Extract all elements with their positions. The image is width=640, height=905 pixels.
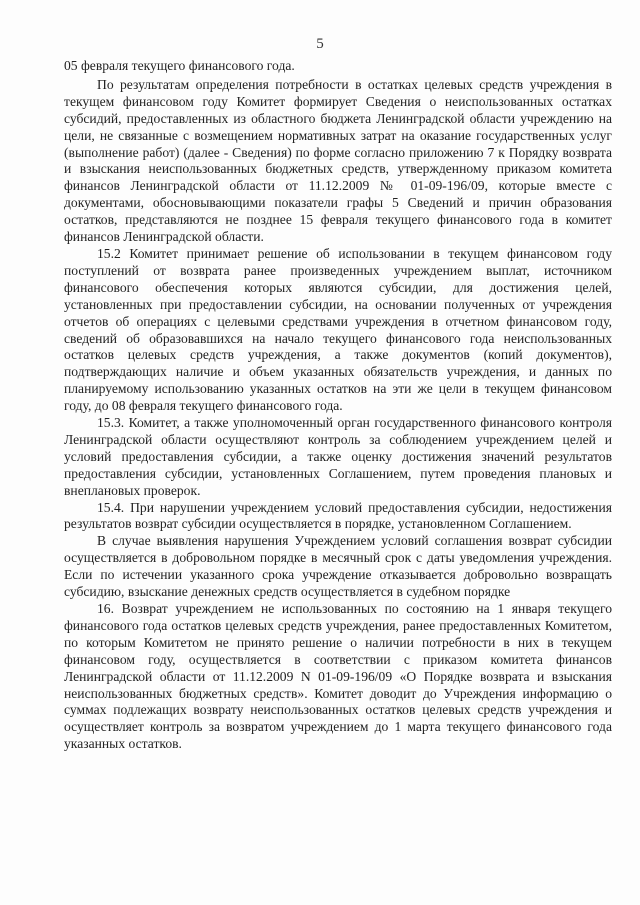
paragraph-violation-return: В случае выявления нарушения Учреждением условий соглашения возврат субсидии осуществляется в добровольном порядке в месячный срок с даты уведомления учреждения. Если по истечении указанного срока учреждение отказывается добровольно возвращать субсидию, взыскание денежных средств осуществляется в судебном порядке [64,533,612,600]
paragraph-continuation: 05 февраля текущего финансового года. [64,58,295,73]
paragraph-16: 16. Возврат учреждением не использованных по состоянию на 1 января текущего финансового года остатков целевых средств учреждения, ранее предоставленных Комитетом, по которым Комитетом не принято решение о наличии потребности в них в текущем финансовом году, осуществляется в соответствии с приказом комитета финансов Ленинградской области от 11.12.2009 N 01-09-196/09 «О Порядке возврата и взыскания неиспользованных бюджетных средств». Комитет доводит до Учреждения информацию о суммах подлежащих возврату неиспользованных остатков целевых средств учреждения и осуществляет контроль за возвратом учреждением до 1 марта текущего финансового года указанных остатков. [64,601,612,752]
paragraph-remaining-funds-info: По результатам определения потребности в остатках целевых средств учреждения в текущем финансовом году Комитет формирует Сведения о неиспользованных остатках субсидий, предоставленных из областного бюджета Ленинградской области учреждению на цели, не связанные с возмещением нормативных затрат на оказание государственных услуг (выполнение работ) (далее - Сведения) по форме согласно приложению 7 к Порядку возврата и взыскания неиспользованных бюджетных средств, утвержденному приказом комитета финансов Ленинградской области от 11.12.2009 № 01-09-196/09, которые вместе с документами, обосновывающими показатели графы 5 Сведений и причин образования остатков, представляются не позднее 15 февраля текущего финансового года в комитет финансов Ленинградской области. [64,76,612,245]
document-body [64,58,612,753]
paragraph-15-2: 15.2 Комитет принимает решение об использовании в текущем финансовом году поступлений от возврата ранее произведенных учреждением выплат, источником финансового обеспечения которых являются субсидии, для достижения целей, установленных при предоставлении субсидии, на основании полученных от учреждения отчетов об операциях с целевыми средствами учреждения в отчетном финансовом году, сведений об образовавшихся на начало текущего финансового года неиспользованных остатков целевых средств учреждения, а также документов (копий документов), подтверждающих наличие и объем указанных обязательств учреждения, и данных по планируемому использованию указанных остатков на эти же цели в текущем финансовом году, до 08 февраля текущего финансового года. [64,245,612,414]
paragraph-15-4: 15.4. При нарушении учреждением условий предоставления субсидии, недостижения результатов возврат субсидии осуществляется в порядке, установленном Соглашением. [64,499,612,532]
page-number: 5 [316,36,324,52]
paragraph-15-3: 15.3. Комитет, а также уполномоченный орган государственного финансового контроля Ленинградской области осуществляют контроль за соблюдением учреждением целей и условий предоставления субсидии, а также оценку достижения значений результатов предоставления субсидии, установленных Соглашением, путем проведения плановых и внеплановых проверок. [64,415,612,498]
